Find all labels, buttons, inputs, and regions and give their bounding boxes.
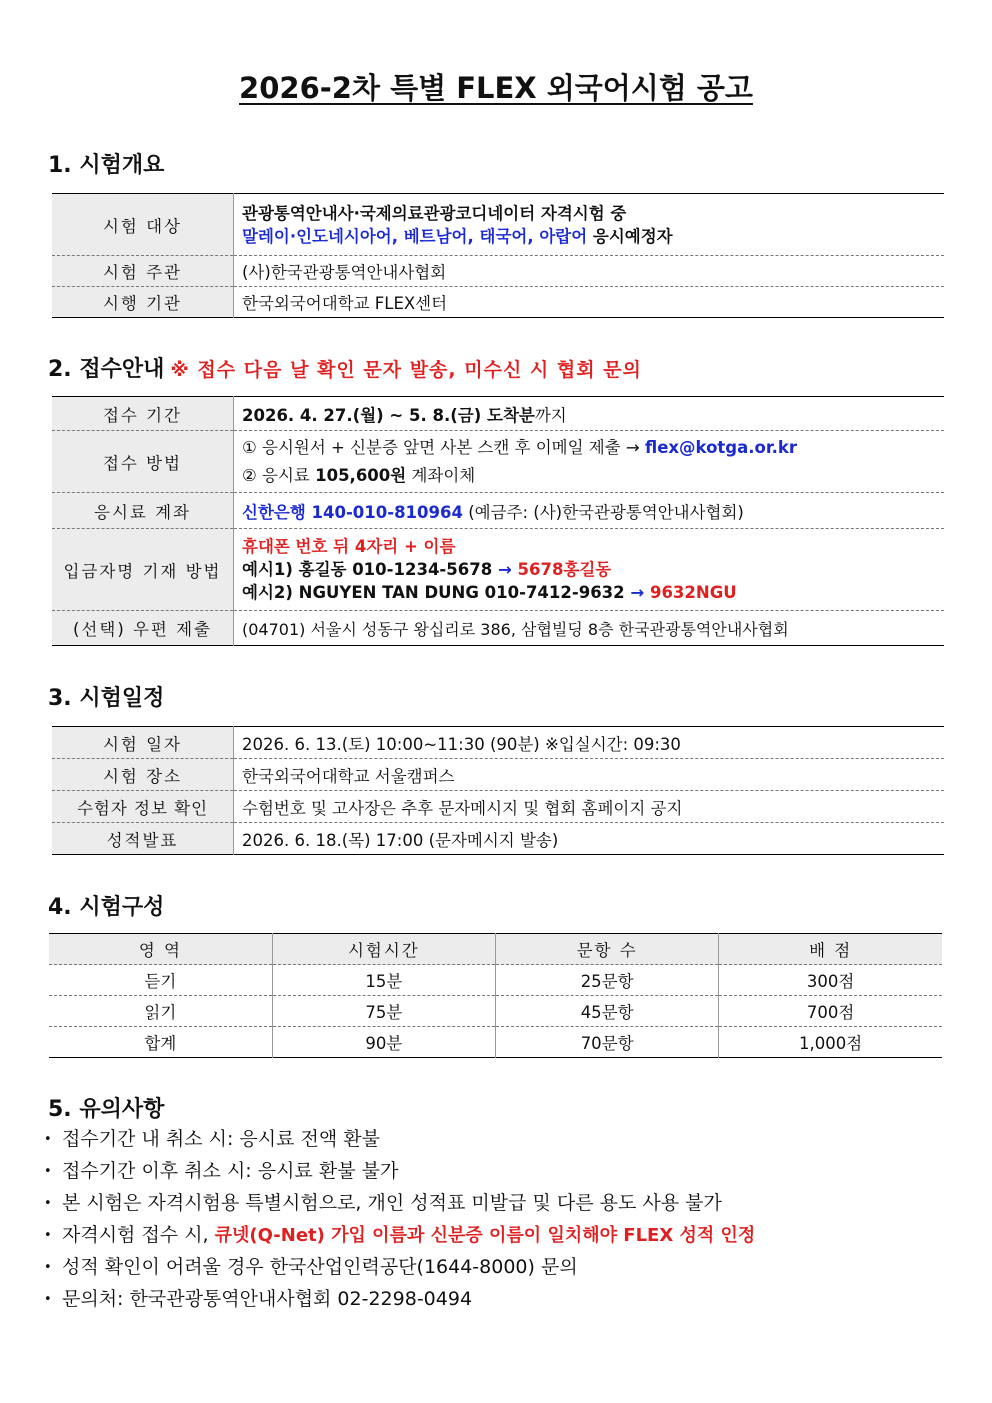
row-label: (선택) 우편 제출 [52,611,234,646]
registration-table [52,396,944,646]
fee-amount: 105,600원 [315,465,407,485]
table-row [52,823,944,855]
column-header: 시험시간 [272,934,495,965]
list-item: • 성적 확인이 어려울 경우 한국산업인력공단(1644-8000) 문의 [44,1251,755,1283]
list-item: • 본 시험은 자격시험용 특별시험으로, 개인 성적표 미발급 및 다른 용도 사용 불가 [44,1187,755,1219]
depositor-rule: 휴대폰 번호 뒤 4자리 + 이름 [242,537,456,556]
target-cell [234,194,945,256]
table-row [52,431,944,493]
row-label: 시행 기관 [52,287,234,318]
section-heading-overview: 1. 시험개요 [48,153,165,178]
list-item: • 접수기간 이후 취소 시: 응시료 환불 불가 [44,1155,755,1187]
bullet-icon: • [44,1291,52,1307]
row-label: 시험 주관 [52,256,234,287]
section-heading-schedule: 3. 시험일정 [48,686,165,711]
list-item: • 접수기간 내 취소 시: 응시료 전액 환불 [44,1123,755,1155]
row-value: 2026. 6. 13.(토) 10:00~11:30 (90분) ※입실시간: 09:30 [234,727,945,759]
table-cell: 300점 [719,965,942,996]
row-value: 2026. 6. 18.(목) 17:00 (문자메시지 발송) [234,823,945,855]
section-heading-notes: 5. 유의사항 [48,1097,165,1122]
qnet-warning: 큐넷(Q-Net) 가입 이름과 신분증 이름이 일치해야 FLEX 성적 인정 [214,1225,756,1246]
bullet-icon: • [44,1195,52,1211]
table-cell: 70문항 [496,1027,719,1058]
row-label: 수험자 정보 확인 [52,791,234,823]
period-cell: 2026. 4. 27.(월) ~ 5. 8.(금) 도착분까지 [234,397,945,431]
row-value: 한국외국어대학교 FLEX센터 [234,287,945,318]
email-link[interactable]: flex@kotga.or.kr [644,437,798,457]
row-value: 수험번호 및 고사장은 추후 문자메시지 및 협회 홈페이지 공지 [234,791,945,823]
row-label: 접수 방법 [52,431,234,493]
table-cell: 45문항 [496,996,719,1027]
table-row [52,397,944,431]
table-cell: 15분 [272,965,495,996]
bullet-icon: • [44,1259,52,1275]
table-row [52,727,944,759]
table-cell: 25문항 [496,965,719,996]
table-row [52,194,944,256]
table-row [52,759,944,791]
table-cell: 90분 [272,1027,495,1058]
row-label: 응시료 계좌 [52,493,234,529]
column-header: 배 점 [719,934,942,965]
row-value: 한국외국어대학교 서울캠퍼스 [234,759,945,791]
row-label: 접수 기간 [52,397,234,431]
row-label: 시험 일자 [52,727,234,759]
page-title: 2026-2차 특별 FLEX 외국어시험 공고 [239,71,753,105]
arrow-icon: → [630,583,645,602]
registration-note: ※ 접수 다음 날 확인 문자 발송, 미수신 시 협회 문의 [170,359,642,381]
depositor-cell: 휴대폰 번호 뒤 4자리 + 이름 예시1) 홍길동 010-1234-5678 → 5678홍길동 예시2) NGUYEN TAN DUNG 010-7412-9632 → 9632NGU [234,529,945,611]
list-item: • 문의처: 한국관광통역안내사협회 02-2298-0494 [44,1283,755,1315]
table-row [52,287,944,318]
table-cell: 읽기 [49,996,272,1027]
table-row [52,493,944,529]
table-header-row [49,934,942,965]
table-row [49,1027,942,1058]
row-value: (사)한국관광통역안내사협회 [234,256,945,287]
target-line2-suffix: 응시예정자 [587,226,673,246]
composition-table [49,933,942,1058]
row-label: 시험 대상 [52,194,234,256]
table-row [52,529,944,611]
target-languages: 말레이·인도네시아어, 베트남어, 태국어, 아랍어 [242,226,588,246]
table-cell: 1,000점 [719,1027,942,1058]
column-header: 영 역 [49,934,272,965]
notes-list [44,1123,755,1315]
overview-table [52,193,944,318]
target-line1: 관광통역안내사·국제의료관광코디네이터 자격시험 중 [242,203,627,223]
table-cell: 합계 [49,1027,272,1058]
method-cell: ① 응시원서 + 신분증 앞면 사본 스캔 후 이메일 제출 → flex@kotga.or.kr ② 응시료 105,600원 계좌이체 [234,431,945,493]
bullet-icon: • [44,1131,52,1147]
arrow-icon: → [497,560,512,579]
table-row [49,965,942,996]
bank-account: 신한은행 140-010-810964 [242,502,463,522]
bullet-icon: • [44,1227,52,1243]
table-row [52,256,944,287]
list-item: • 자격시험 접수 시, 큐넷(Q-Net) 가입 이름과 신분증 이름이 일치해야 FLEX 성적 인정 [44,1219,755,1251]
section-heading-composition: 4. 시험구성 [48,895,165,920]
table-cell: 700점 [719,996,942,1027]
table-cell: 듣기 [49,965,272,996]
row-label: 시험 장소 [52,759,234,791]
table-row [49,996,942,1027]
account-cell: 신한은행 140-010-810964 (예금주: (사)한국관광통역안내사협회) [234,493,945,529]
table-cell: 75분 [272,996,495,1027]
table-row [52,791,944,823]
column-header: 문항 수 [496,934,719,965]
row-label: 성적발표 [52,823,234,855]
section-heading-registration: 2. 접수안내 ※ 접수 다음 날 확인 문자 발송, 미수신 시 협회 문의 [48,357,642,382]
row-label: 입금자명 기재 방법 [52,529,234,611]
table-row [52,611,944,646]
schedule-table [52,726,944,855]
bullet-icon: • [44,1163,52,1179]
row-value: (04701) 서울시 성동구 왕십리로 386, 삼협빌딩 8층 한국관광통역안내사협회 [234,611,945,646]
